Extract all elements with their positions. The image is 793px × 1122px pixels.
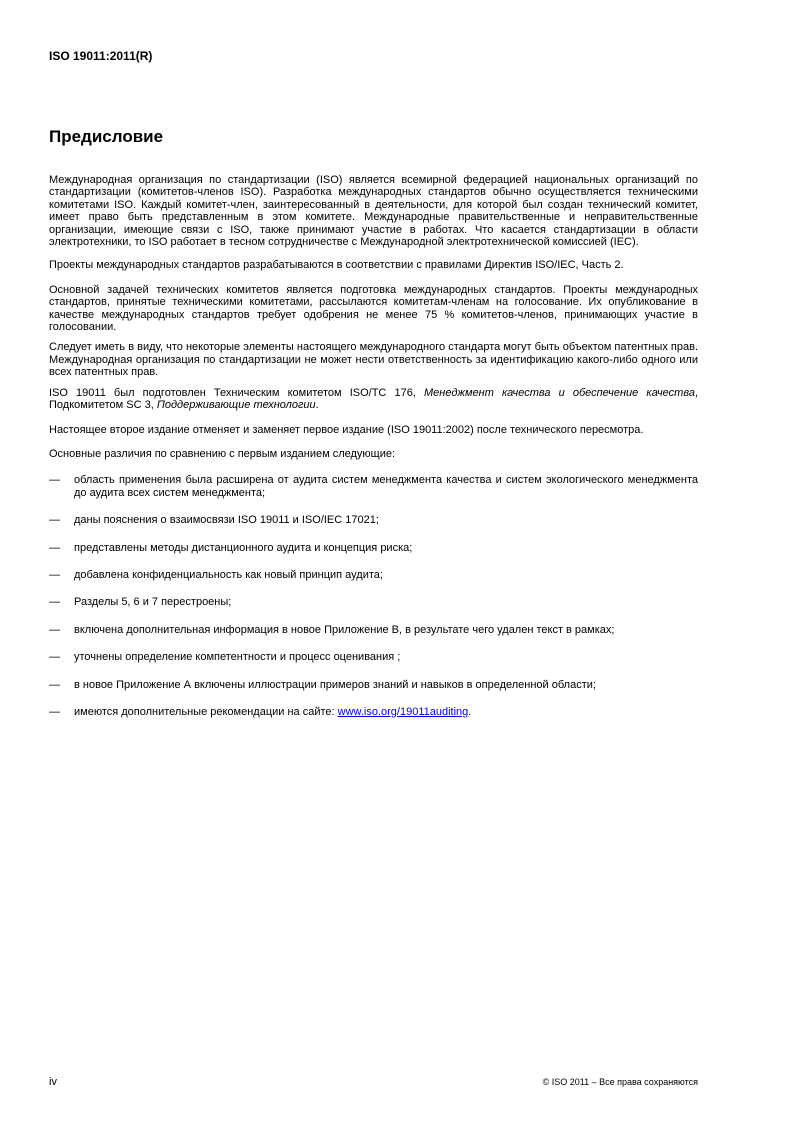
page-number: iv xyxy=(49,1076,57,1088)
dash-bullet: — xyxy=(49,651,60,664)
subcommittee-title: Поддерживающие технологии xyxy=(156,399,316,412)
paragraph-iso-overview: Международная организация по стандартизации (ISO) является всемирной федерацией национальных организаций по стандартизации (комитетов-членов ISO). Разработка международных стандартов обычно осуществляется техническими комитетами ISO. Каждый комитет-член, заинтересованный в деятельности, для которой был создан технический комитет, имеет право быть представленным в этом комитете. Международные правительственные и неправительственные организации, имеющие связи с ISO, также принимают участие в работах. Что касается стандартизации в области электротехники, то ISO работает в тесном сотрудничестве с Международной электротехнической комиссией (IEC). xyxy=(49,174,698,249)
foreword-body xyxy=(49,174,698,733)
prepared-by-text-1: ISO 19011 был подготовлен Техническим комитетом ISO/TC 176, xyxy=(49,386,424,399)
list-item-text: область применения была расширена от аудита систем менеджмента качества и систем экологического менеджмента до аудита всех систем менеджмента; xyxy=(74,474,698,499)
list-item-text: даны пояснения о взаимосвязи ISO 19011 и ISO/IEC 17021; xyxy=(74,514,379,527)
dash-bullet: — xyxy=(49,541,60,554)
list-item xyxy=(49,706,698,718)
list-item-text: в новое Приложение А включены иллюстрации примеров знаний и навыков в определенной области; xyxy=(74,678,596,691)
list-item-text: имеются дополнительные рекомендации на сайте: xyxy=(74,705,338,718)
list-item xyxy=(49,624,698,636)
dash-bullet: — xyxy=(49,474,60,487)
list-item xyxy=(49,514,698,526)
list-item xyxy=(49,651,698,663)
dash-bullet: — xyxy=(49,678,60,691)
prepared-by-text-2: , Подкомитетом SC 3, xyxy=(49,386,698,412)
list-item xyxy=(49,569,698,581)
paragraph-committee-task: Основной задачей технических комитетов является подготовка международных стандартов. Проекты международных стандартов, принятые техническими комитетами, рассылаются комитетам-членам на голосование. Их опубликование в качестве международных стандартов требует одобрения не менее 75 % комитетов-членов, принимающих участие в голосовании. xyxy=(49,283,698,334)
list-item-text: включена дополнительная информация в новое Приложение В, в результате чего удален текст в рамках; xyxy=(74,623,615,636)
paragraph-drafting-rules: Проекты международных стандартов разрабатываются в соответствии с правилами Директив ISO/IEC, Часть 2. xyxy=(49,259,624,272)
guidance-website-link[interactable]: www.iso.org/19011auditing xyxy=(337,705,469,718)
list-item-text: добавлена конфиденциальность как новый принцип аудита; xyxy=(74,568,383,581)
document-id-header: ISO 19011:2011(R) xyxy=(49,49,153,63)
list-item xyxy=(49,596,698,608)
paragraph-prepared-by xyxy=(49,387,698,412)
page-title: Предисловие xyxy=(49,127,164,146)
dash-bullet: — xyxy=(49,705,60,718)
prepared-by-text-3: . xyxy=(315,399,319,412)
list-item xyxy=(49,542,698,554)
list-item xyxy=(49,474,698,499)
list-item-end: . xyxy=(468,705,472,718)
list-item xyxy=(49,679,698,691)
paragraph-differences-intro: Основные различия по сравнению с первым изданием следующие: xyxy=(49,447,396,460)
differences-list xyxy=(49,474,698,718)
paragraph-patent-rights: Следует иметь в виду, что некоторые элементы настоящего международного стандарта могут быть объектом патентных прав. Международная организация по стандартизации не может нести ответственность за идентификацию какого-либо одного или всех патентных прав. xyxy=(49,341,698,379)
committee-title: Менеджмент качества и обеспечение качества xyxy=(424,386,695,399)
dash-bullet: — xyxy=(49,623,60,636)
list-item-text: представлены методы дистанционного аудита и концепция риска; xyxy=(74,541,413,554)
paragraph-edition-info: Настоящее второе издание отменяет и заменяет первое издание (ISO 19011:2002) после технического пересмотра. xyxy=(49,423,644,436)
dash-bullet: — xyxy=(49,514,60,527)
list-item-text: уточнены определение компетентности и процесс оценивания ; xyxy=(74,651,401,664)
dash-bullet: — xyxy=(49,568,60,581)
list-item-text: Разделы 5, 6 и 7 перестроены; xyxy=(74,596,232,609)
copyright-notice: © ISO 2011 – Все права сохраняются xyxy=(542,1077,698,1087)
dash-bullet: — xyxy=(49,596,60,609)
